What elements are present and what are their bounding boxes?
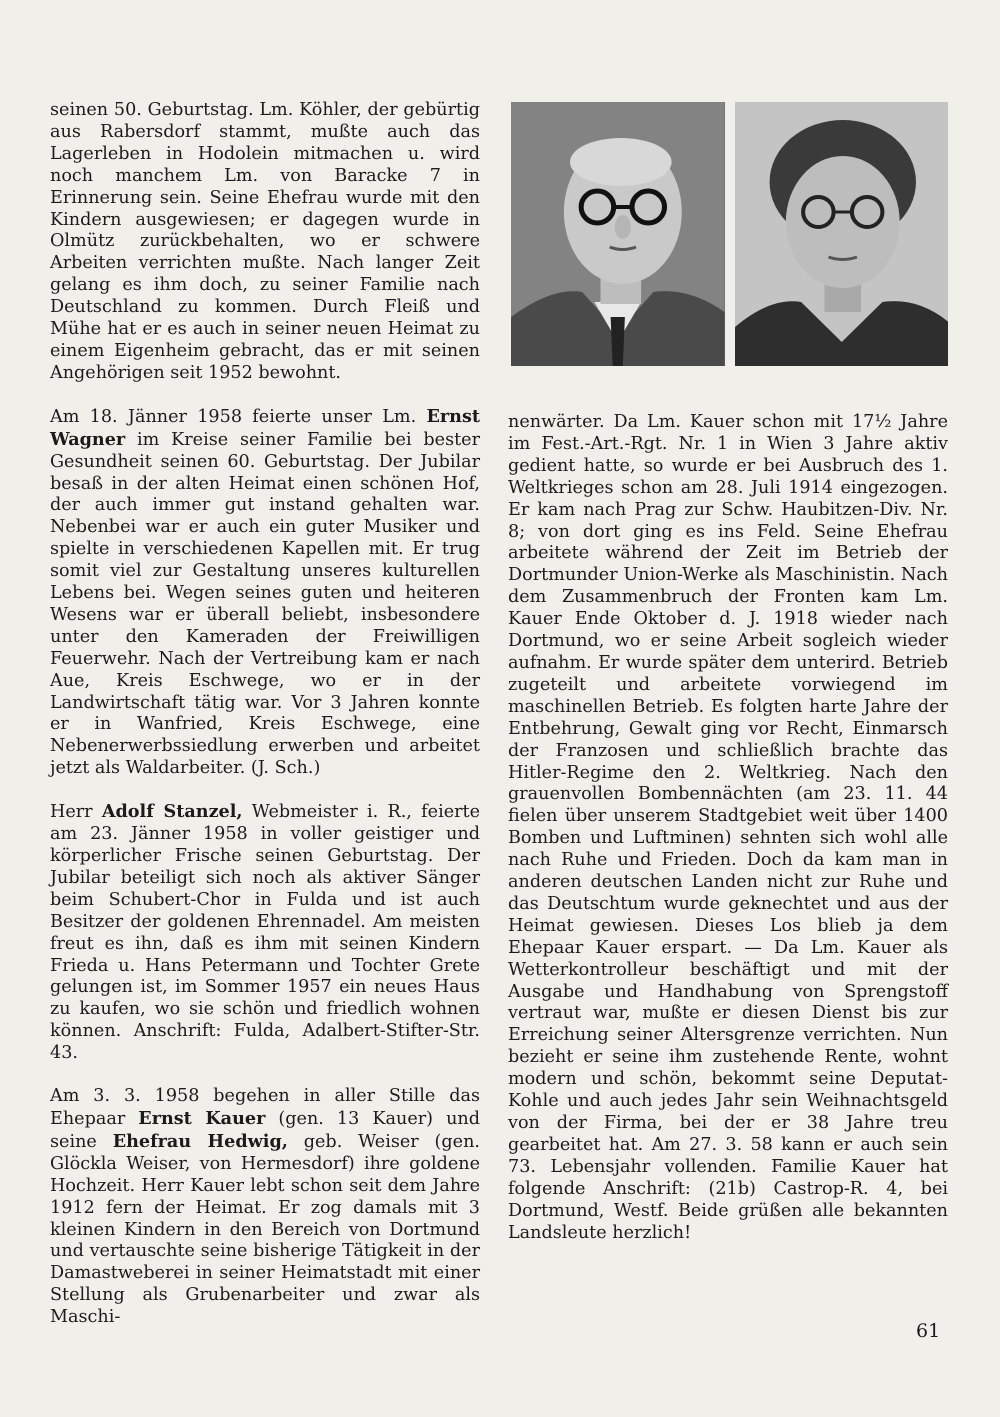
paragraph-text: Webmeister i. R., feierte am 23. Jänner 1958 in voller geistiger und körperlicher Frische seinen Geburtstag. Der Jubilar beteiligt sich noch als aktiver Sänger beim Schubert-Chor in Fulda und ist auch Besitzer der goldenen Ehrennadel. Am meisten freut es ihn, daß es ihm mit seinen Kindern Frieda u. Hans Petermann und Tochter Grete gelungen ist, im Sommer 1957 ein neues Haus zu kaufen, wo sie schön und friedlich wohnen können. Anschrift: Fulda, Adalbert-Stifter-Str. 43. [50,802,480,1064]
paragraph-text: im Kreise seiner Familie bei bester Gesundheit seinen 60. Geburtstag. Der Jubilar besaß in der alten Heimat einen schönen Hof, der auch immer gut instand gehalten war. Nebenbei war er auch ein guter Musiker und spielte in verschiedenen Kapellen mit. Er trug somit viel zur Gestaltung unseres kulturellen Lebens bei. Wegen seines guten und heiteren Wesens war er überall beliebt, insbesondere unter den Kameraden der Freiwilligen Feuerwehr. Nach der Vertreibung kam er nach Aue, Kreis Eschwege, wo er in der Landwirtschaft tätig war. Vor 3 Jahren konnte er in Wanfried, Kreis Eschwege, eine Nebenerwerbssiedlung erwerben und arbeitet jetzt als Waldarbeiter. (J. Sch.) [50,429,480,779]
paragraph-koehler [50,100,480,385]
paragraph-text: Herr [50,802,102,823]
person-name-hedwig-kauer: Ehefrau Hedwig, [112,1130,288,1152]
person-name-ernst-wagner: Ernst Wagner [50,405,480,450]
paragraph-text: Am 18. Jänner 1958 feierte unser Lm. [50,406,427,427]
photo-woman-portrait [735,102,949,366]
paragraph-text: nenwärter. Da Lm. Kauer schon mit 17½ Jahre im Fest.-Art.-Rgt. Nr. 1 in Wien 3 Jahre aktiv gedient hatte, so wurde er bei Ausbruch des 1. Weltkrieges schon am 28. Juli 1914 eingezogen. Er kam nach Prag zur Schw. Haubitzen-Div. Nr. 8; von dort ging es ins Feld. Seine Ehefrau arbeitete während der Zeit im Betrieb der Dortmunder Union-Werke als Maschinistin. Nach dem Zusammenbruch der Fronten kam Lm. Kauer Ende Oktober d. J. 1918 wieder nach Dortmund, wo er seine Arbeit sogleich wieder aufnahm. Er wurde später dem unterird. Betrieb zugeteilt und arbeitete vorwiegend im maschinellen Betrieb. Es folgten harte Jahre der Entbehrung, Gewalt ging vor Recht, Einmarsch der Franzosen und schließlich brachte das Hitler-Regime den 2. Weltkrieg. Nach den grauenvollen Bombennächten (am 23. 11. 44 fielen über unserem Stadtgebiet weit über 1400 Bomben und Luftminen) sehnten sich wohl alle nach Ruhe und Frieden. Doch da kam man in anderen deutschen Landen nicht zur Ruhe und das Deutschtum wurde geknechtet und aus der Heimat gewiesen. Dieses Los blieb ja dem Ehepaar Kauer erspart. — Da Lm. Kauer als Wetterkontrolleur beschäftigt und mit der Ausgabe und Handhabung von Sprengstoff vertraut war, mußte er diesen Dienst bis zur Erreichung seiner Altersgrenze verrichten. Nun bezieht er seine ihm zustehende Rente, wohnt modern und schön, bekommt seine Deputat-Kohle und auch jedes Jahr sein Weihnachtsgeld von der Firma, bei der er 38 Jahre treu gearbeitet hat. Am 27. 3. 58 kann er auch sein 73. Lebensjahr vollenden. Familie Kauer hat folgende Anschrift: (21b) Castrop-R. 4, bei Dortmund, Westf. Beide grüßen alle bekannten Landsleute herzlich! [508,412,948,1243]
right-column [508,412,948,1244]
person-name-ernst-kauer: Ernst Kauer [138,1107,266,1129]
photo-man-portrait [511,102,725,366]
paragraph-text: geb. Weiser (gen. Glöckla Weiser, von Hermesdorf) ihre goldene Hochzeit. Herr Kauer lebt schon seit dem Jahre 1912 fern der Heimat. Er zog damals mit 3 kleinen Kindern in den Bereich von Dortmund und vertauschte seine bisherige Tätigkeit in der Damastweberei in seiner Heimatstadt mit einer Stellung als Grubenarbeiter und zwar als Maschi- [50,1131,481,1328]
paragraph-text: seinen 50. Geburtstag. Lm. Köhler, der gebürtig aus Rabersdorf stammt, mußte auch das Lagerleben in Hodolein mitmachen u. wird noch manchem Lm. von Baracke 7 in Erinnerung sein. Seine Ehefrau wurde mit den Kindern ausgewiesen; er dagegen wurde in Olmütz zurückbehalten, wo er schwere Arbeiten verrichten mußte. Nach langer Zeit gelang es ihm doch, zu seiner Familie nach Deutschland zu kommen. Durch Fleiß und Mühe hat er es auch in seiner neuen Heimat zu einem Eigenheim gebracht, das er mit seinen Angehörigen seit 1952 bewohnt. [50,100,480,383]
paragraph-stanzel [50,801,480,1065]
page-number: 61 [916,1320,941,1342]
person-name-adolf-stanzel: Adolf Stanzel, [101,801,243,823]
left-column [50,100,480,1329]
paragraph-wagner [50,406,480,780]
paragraph-kauer [50,1086,480,1329]
photo-pair [511,102,948,366]
paragraph-text: (gen. 13 Kauer) und seine [50,1108,480,1152]
portrait-woman-image [735,102,949,366]
portrait-man-image [511,102,725,366]
paragraph-text: Am 3. 3. 1958 begehen in aller Stille das Ehepaar [50,1086,480,1129]
paragraph-kauer-continued [508,412,948,1244]
